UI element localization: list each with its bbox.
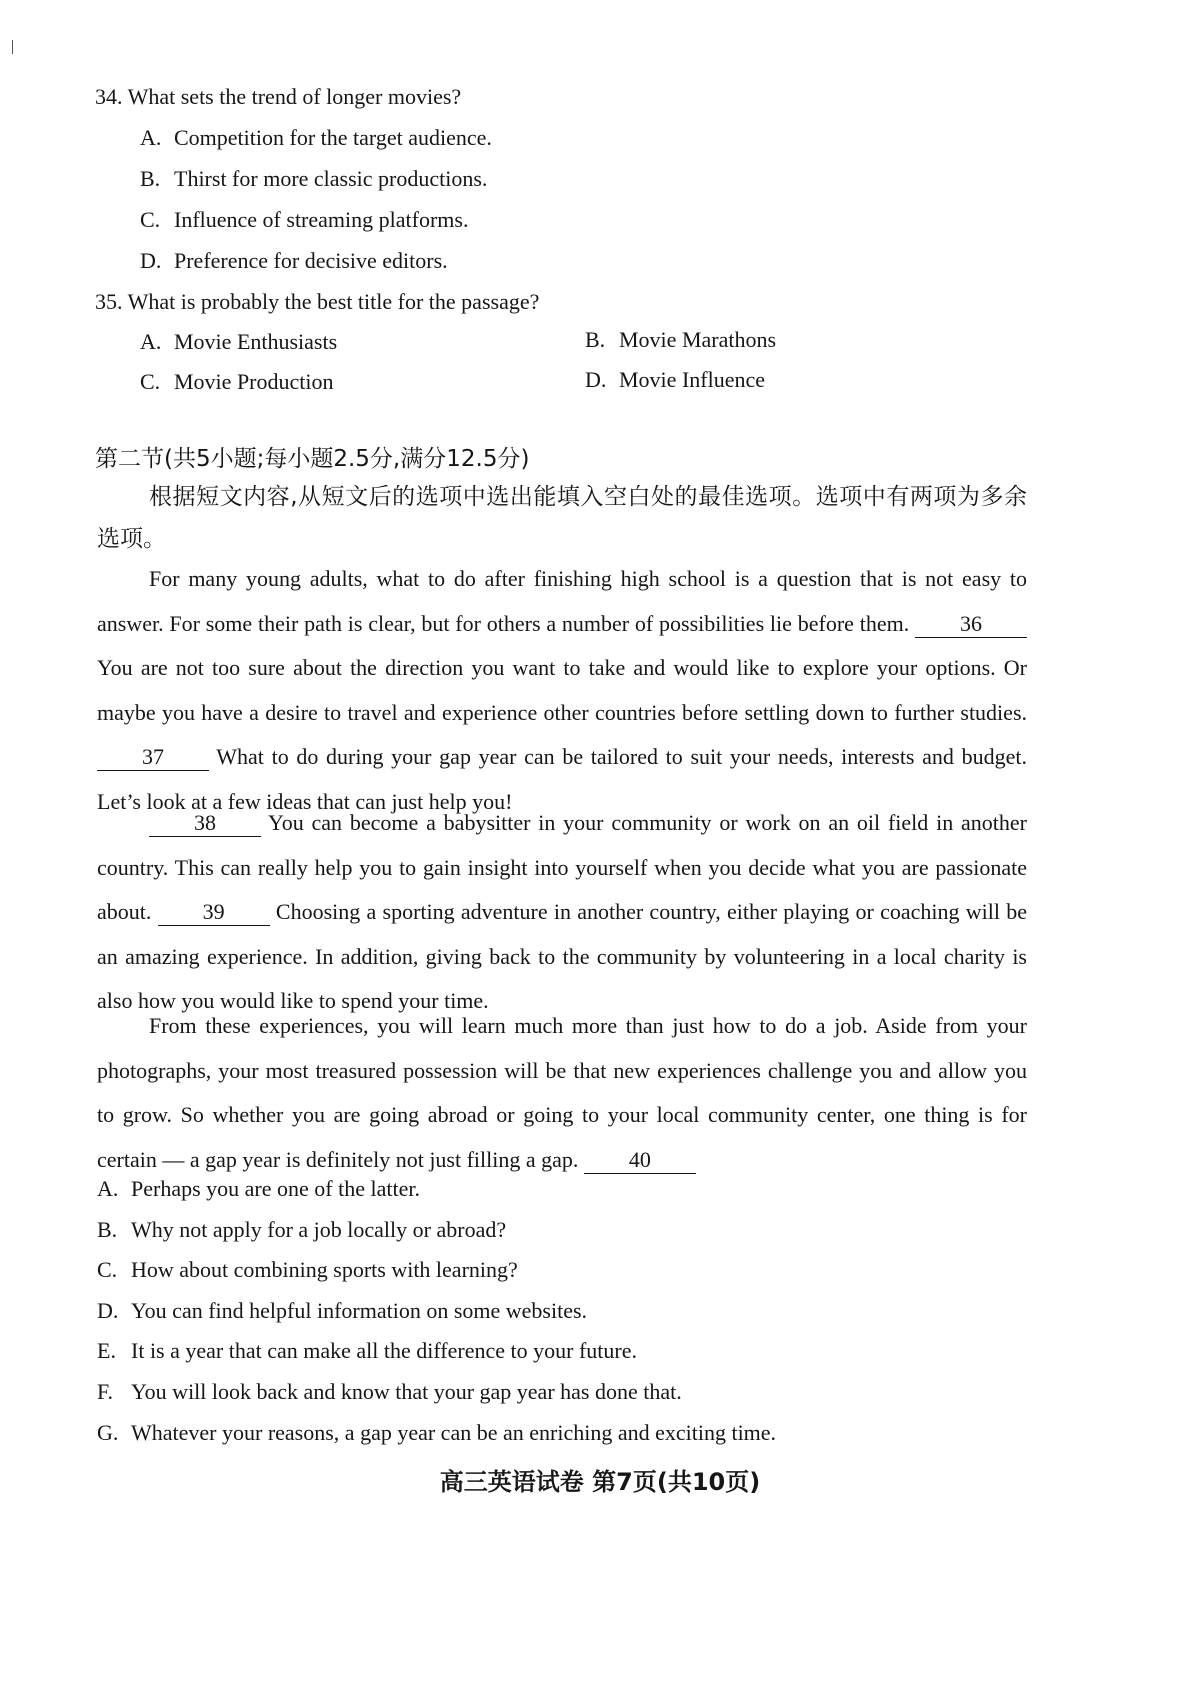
- question-35-option-b: [585, 325, 776, 355]
- choice-text: Perhaps you are one of the latter.: [131, 1176, 420, 1201]
- blank-39: 39: [158, 899, 270, 926]
- choice-f: [97, 1377, 682, 1407]
- option-letter: B.: [140, 166, 161, 191]
- question-35-option-c: [140, 367, 334, 397]
- question-35-option-d: [585, 365, 765, 395]
- choice-letter: G.: [97, 1420, 119, 1445]
- passage-text: From these experiences, you will learn much more than just how to do a job. Aside from your photographs, your most treasured possession will be that new experiences challenge you and allow you to grow. So whether you are going abroad or going to your local community center, one thing is for certain — a gap year is definitely not just filling a gap.: [97, 1013, 1027, 1172]
- choice-c: [97, 1255, 518, 1285]
- option-letter: C.: [140, 369, 161, 394]
- choice-d: [97, 1296, 587, 1326]
- option-text: Movie Influence: [619, 367, 765, 392]
- choice-letter: E.: [97, 1338, 116, 1363]
- blank-38: 38: [149, 810, 261, 837]
- passage-text: What to do during your gap year can be tailored to suit your needs, interests and budget. Let’s look at a few ideas that can just help you!: [97, 744, 1027, 814]
- blank-36: 36: [915, 611, 1027, 638]
- option-text: Thirst for more classic productions.: [174, 166, 488, 191]
- choice-e: [97, 1336, 637, 1366]
- blank-37: 37: [97, 744, 209, 771]
- option-letter: D.: [585, 367, 607, 392]
- choice-g: [97, 1418, 776, 1448]
- passage-paragraph-2: [97, 801, 1027, 1024]
- choice-b: [97, 1215, 506, 1245]
- option-letter: A.: [140, 329, 162, 354]
- option-text: Competition for the target audience.: [174, 125, 492, 150]
- passage-text: You can become a babysitter in your community or work on an oil field in another country. This can really help you to gain insight into yourself when you decide what you are passionate about.: [97, 810, 1028, 924]
- question-34-option-d: [140, 246, 448, 276]
- question-34-option-b: [140, 164, 487, 194]
- question-35-stem: 35. What is probably the best title for the passage?: [95, 289, 540, 314]
- choice-text: You will look back and know that your gap year has done that.: [131, 1379, 682, 1404]
- option-letter: B.: [585, 327, 606, 352]
- option-letter: C.: [140, 207, 161, 232]
- choice-text: Whatever your reasons, a gap year can be an enriching and exciting time.: [131, 1420, 777, 1445]
- page-footer: 高三英语试卷 第7页(共10页): [439, 1468, 761, 1496]
- section-instruction: 根据短文内容,从短文后的选项中选出能填入空白处的最佳选项。选项中有两项为多余选项。: [97, 484, 1027, 552]
- choice-text: You can find helpful information on some websites.: [131, 1298, 588, 1323]
- choice-letter: F.: [97, 1379, 113, 1404]
- passage-paragraph-1: [97, 557, 1027, 824]
- option-text: Movie Marathons: [619, 327, 777, 352]
- option-text: Movie Enthusiasts: [174, 329, 338, 354]
- choice-letter: C.: [97, 1257, 118, 1282]
- choice-text: Why not apply for a job locally or abroad?: [131, 1217, 507, 1242]
- option-text: Influence of streaming platforms.: [174, 207, 469, 232]
- passage-text: Choosing a sporting adventure in another country, either playing or coaching will be an amazing experience. In addition, giving back to the community by volunteering in a local charity is also how you would like to spend your time.: [97, 899, 1027, 1013]
- option-letter: D.: [140, 248, 162, 273]
- option-letter: A.: [140, 125, 162, 150]
- passage-text: For many young adults, what to do after finishing high school is a question that is not easy to answer. For some their path is clear, but for others a number of possibilities lie before them.: [97, 566, 1027, 636]
- choice-letter: D.: [97, 1298, 119, 1323]
- scan-mark: [12, 40, 13, 54]
- choice-text: How about combining sports with learning?: [131, 1257, 518, 1282]
- section-heading: 第二节(共5小题;每小题2.5分,满分12.5分): [95, 446, 530, 472]
- passage-text: You are not too sure about the direction you want to take and would like to explore your options. Or maybe you have a desire to travel and experience other countries before settling down to further studies.: [97, 655, 1027, 725]
- question-34-option-c: [140, 205, 468, 235]
- question-34-stem: 34. What sets the trend of longer movies?: [95, 84, 462, 109]
- option-text: Movie Production: [174, 369, 334, 394]
- question-34-option-a: [140, 123, 492, 153]
- blank-40: 40: [584, 1147, 696, 1174]
- choice-text: It is a year that can make all the difference to your future.: [131, 1338, 637, 1363]
- choice-letter: B.: [97, 1217, 118, 1242]
- passage-paragraph-3: [97, 1004, 1027, 1182]
- choice-a: [97, 1174, 420, 1204]
- option-text: Preference for decisive editors.: [174, 248, 448, 273]
- choice-letter: A.: [97, 1176, 119, 1201]
- question-35-option-a: [140, 327, 337, 357]
